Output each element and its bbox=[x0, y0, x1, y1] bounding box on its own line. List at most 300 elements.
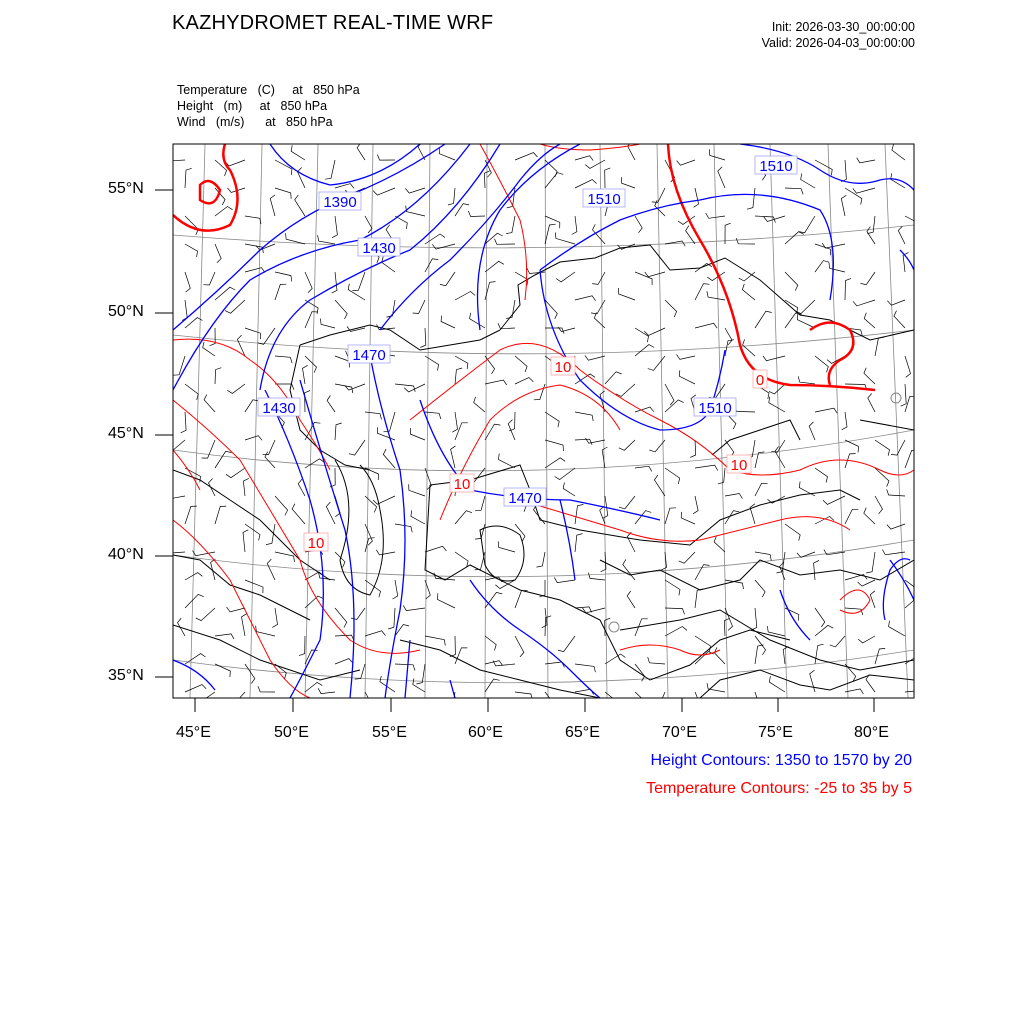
wind-barb bbox=[665, 627, 687, 637]
wind-barb bbox=[345, 384, 365, 390]
wind-barb bbox=[623, 559, 635, 580]
wind-barb bbox=[619, 288, 635, 300]
wind-barb bbox=[185, 272, 190, 292]
wind-barb bbox=[413, 300, 425, 314]
wind-barb bbox=[373, 496, 395, 504]
wind-barb bbox=[275, 272, 292, 282]
wind-barb bbox=[295, 195, 305, 216]
wind-barb bbox=[875, 440, 890, 456]
wind-barb bbox=[858, 636, 875, 643]
wind-barb bbox=[185, 168, 192, 188]
wind-barb bbox=[845, 575, 867, 581]
wind-barb bbox=[583, 608, 606, 613]
wind-barb bbox=[270, 195, 275, 216]
wind-barb bbox=[706, 213, 725, 218]
wind-barb bbox=[875, 496, 883, 514]
wind-barb bbox=[410, 428, 425, 440]
wind-barb bbox=[572, 216, 577, 235]
wind-barb bbox=[185, 244, 198, 257]
wind-barb bbox=[320, 319, 335, 329]
wind-barb bbox=[545, 224, 556, 244]
wind-barb bbox=[648, 356, 665, 370]
wind-barb bbox=[769, 384, 785, 394]
wind-barb bbox=[185, 654, 206, 664]
wind-barb bbox=[227, 607, 245, 612]
wind-barb bbox=[403, 605, 425, 610]
wind-barb bbox=[215, 451, 232, 468]
wind-barb bbox=[335, 635, 354, 641]
wind-barb bbox=[679, 552, 695, 563]
svg-text:1510: 1510 bbox=[698, 400, 732, 417]
wind-barb bbox=[275, 552, 295, 562]
svg-text:1430: 1430 bbox=[262, 400, 296, 417]
wind-barb bbox=[724, 618, 730, 636]
wind-barb bbox=[165, 494, 185, 499]
wind-barb bbox=[870, 591, 875, 608]
wind-barb bbox=[622, 177, 636, 188]
wind-barb bbox=[585, 355, 605, 360]
wind-barb bbox=[605, 372, 622, 384]
height-label bbox=[755, 156, 797, 175]
wind-barb bbox=[845, 509, 858, 524]
wind-barb bbox=[695, 692, 702, 714]
wind-barb bbox=[409, 484, 425, 496]
wind-barb bbox=[425, 546, 446, 552]
temperature-label bbox=[450, 474, 474, 493]
height-label bbox=[504, 488, 546, 507]
wind-barb bbox=[695, 323, 717, 328]
wind-barb bbox=[785, 188, 803, 194]
wind-barb bbox=[763, 356, 785, 361]
svg-text:10: 10 bbox=[453, 476, 471, 493]
map-title: KAZHYDROMET REAL-TIME WRF bbox=[172, 12, 494, 34]
wind-barb bbox=[215, 244, 221, 263]
temperature-label bbox=[551, 357, 575, 376]
wind-barb bbox=[468, 211, 485, 217]
wind-barb bbox=[335, 659, 353, 664]
wind-barb bbox=[635, 328, 649, 342]
wind-barb bbox=[769, 397, 785, 412]
lon-label: 80°E bbox=[854, 724, 889, 741]
wind-barb bbox=[420, 328, 426, 348]
lat-label: 35°N bbox=[108, 667, 144, 684]
wind-barb bbox=[605, 168, 611, 188]
wind-barbs bbox=[165, 142, 925, 715]
wind-barb bbox=[875, 648, 885, 664]
svg-text:10: 10 bbox=[307, 535, 325, 552]
wind-barb bbox=[830, 636, 845, 647]
wind-barb bbox=[388, 608, 395, 629]
wind-barb bbox=[864, 368, 875, 384]
height-contour-labels bbox=[258, 156, 797, 507]
wind-barb bbox=[545, 216, 560, 228]
temperature-label bbox=[753, 370, 767, 389]
wind-barb bbox=[365, 216, 372, 233]
wind-barb bbox=[785, 272, 798, 291]
wind-barb bbox=[291, 145, 305, 160]
wind-barb bbox=[275, 188, 291, 199]
wind-barb bbox=[867, 216, 875, 234]
height-legend: Height Contours: 1350 to 1570 by 20 bbox=[650, 752, 912, 769]
wind-barb bbox=[318, 235, 335, 244]
wind-barb bbox=[545, 160, 557, 177]
temperature-label bbox=[304, 533, 328, 552]
station-marker bbox=[609, 622, 619, 632]
wind-barb bbox=[303, 365, 308, 384]
wind-barb bbox=[425, 356, 439, 371]
wind-barb bbox=[349, 440, 365, 455]
height-label bbox=[258, 398, 300, 417]
wind-barb bbox=[455, 552, 468, 567]
wind-barb bbox=[866, 675, 875, 693]
wind-barb bbox=[485, 636, 496, 650]
wind-barb bbox=[545, 173, 563, 188]
wind-barb bbox=[377, 155, 395, 161]
wind-barb bbox=[185, 384, 198, 400]
wind-barb bbox=[898, 226, 905, 244]
wind-barb bbox=[515, 378, 533, 385]
height-label bbox=[694, 398, 736, 417]
wind-barb bbox=[665, 384, 674, 405]
wind-barb bbox=[866, 552, 875, 573]
wind-barb bbox=[515, 692, 532, 700]
wind-barb bbox=[498, 541, 515, 552]
wind-barb bbox=[305, 391, 311, 413]
wind-barb bbox=[842, 412, 847, 430]
wind-barb bbox=[755, 692, 761, 715]
wind-barb bbox=[694, 188, 699, 207]
wind-barb bbox=[185, 594, 204, 608]
wind-barb bbox=[853, 188, 875, 193]
wind-barb bbox=[887, 489, 905, 496]
wind-barb bbox=[537, 552, 546, 567]
wind-barb bbox=[635, 692, 646, 708]
wind-barb bbox=[586, 438, 606, 443]
wind-barb bbox=[665, 508, 676, 524]
wind-barb bbox=[707, 683, 725, 692]
wind-barb bbox=[845, 188, 862, 205]
wind-barb bbox=[351, 608, 365, 620]
wind-barb bbox=[575, 296, 596, 301]
svg-text:1430: 1430 bbox=[362, 240, 396, 257]
wind-barb bbox=[785, 608, 799, 621]
wind-barb bbox=[677, 354, 696, 359]
wind-barb bbox=[425, 234, 445, 244]
wind-barb bbox=[515, 356, 527, 372]
wind-barb bbox=[432, 244, 455, 249]
wind-barb bbox=[243, 530, 248, 552]
wind-barb bbox=[707, 291, 725, 300]
lon-label: 45°E bbox=[176, 724, 211, 741]
wind-barb bbox=[815, 408, 837, 413]
wind-barb bbox=[619, 440, 635, 450]
temperature-contours bbox=[173, 144, 914, 698]
wind-barb bbox=[648, 657, 665, 664]
wind-barb bbox=[515, 591, 528, 609]
wind-barb bbox=[588, 573, 605, 580]
wind-barb bbox=[335, 384, 353, 393]
wind-barb bbox=[594, 313, 605, 329]
wind-barb bbox=[327, 396, 335, 413]
wind-barb bbox=[203, 272, 215, 285]
wind-barb bbox=[558, 636, 575, 652]
wind-barb bbox=[665, 468, 680, 484]
wind-barb bbox=[815, 244, 831, 255]
wind-barb bbox=[814, 561, 819, 581]
wind-barb bbox=[193, 551, 216, 556]
wind-barb bbox=[365, 524, 372, 545]
wind-barb bbox=[785, 524, 800, 541]
wind-barb bbox=[332, 272, 337, 293]
wind-barb bbox=[801, 174, 815, 189]
wind-barb bbox=[755, 311, 772, 328]
wind-barb bbox=[215, 506, 226, 524]
wind-barb bbox=[905, 356, 911, 377]
wind-barb bbox=[275, 356, 292, 363]
wind-barb bbox=[742, 284, 755, 300]
temperature-contour-labels bbox=[304, 357, 767, 552]
wind-barb bbox=[305, 312, 318, 328]
wind-barb bbox=[515, 153, 538, 160]
wind-barb bbox=[393, 580, 398, 599]
wind-barb bbox=[181, 412, 186, 433]
wind-barb bbox=[556, 272, 575, 282]
wind-barb bbox=[815, 608, 825, 627]
wind-barb bbox=[298, 168, 306, 189]
lat-label: 50°N bbox=[108, 303, 144, 320]
wind-barb bbox=[796, 300, 816, 314]
svg-text:1510: 1510 bbox=[587, 191, 621, 208]
wind-barb bbox=[575, 504, 583, 524]
wind-barb bbox=[600, 506, 605, 524]
wind-barb bbox=[575, 439, 592, 445]
wind-barb bbox=[695, 589, 703, 608]
wind-barb bbox=[665, 400, 684, 412]
wind-barb bbox=[455, 648, 467, 664]
lat-label: 55°N bbox=[108, 180, 144, 197]
wind-barb bbox=[627, 591, 635, 608]
wind-barb bbox=[204, 395, 215, 413]
wind-barb bbox=[861, 272, 876, 285]
wind-barb bbox=[665, 608, 685, 614]
wind-barb bbox=[815, 625, 833, 636]
wind-barb bbox=[645, 272, 665, 277]
wind-barb bbox=[448, 188, 455, 205]
wind-barb bbox=[725, 494, 742, 499]
wind-barb bbox=[755, 580, 765, 597]
borders bbox=[173, 245, 914, 698]
wind-barb bbox=[196, 608, 215, 621]
wind-barb bbox=[891, 173, 905, 188]
wind-barb bbox=[554, 577, 575, 582]
wind-barb bbox=[299, 636, 305, 656]
wind-barb bbox=[215, 207, 233, 217]
svg-text:1390: 1390 bbox=[323, 194, 357, 211]
wind-barb bbox=[348, 284, 365, 300]
wind-barb bbox=[425, 259, 438, 272]
wind-barb bbox=[829, 263, 845, 273]
wind-barb bbox=[616, 384, 635, 397]
lon-label: 75°E bbox=[758, 724, 793, 741]
wind-barb bbox=[887, 524, 905, 529]
wind-barb bbox=[275, 284, 286, 300]
wind-barb bbox=[292, 504, 305, 524]
wind-barb bbox=[387, 300, 396, 317]
wind-barb bbox=[196, 692, 215, 702]
init-time: Init: 2026-03-30_00:00:00 bbox=[771, 20, 915, 34]
wind-barb bbox=[690, 440, 696, 457]
wind-barb bbox=[592, 272, 605, 284]
wind-barb bbox=[485, 380, 507, 385]
wind-barb bbox=[681, 512, 695, 524]
wind-barb bbox=[755, 552, 771, 560]
wind-barb bbox=[275, 496, 288, 515]
height-contours bbox=[173, 144, 914, 698]
temperature-legend: Temperature Contours: -25 to 35 by 5 bbox=[646, 780, 912, 797]
wind-barb bbox=[335, 423, 342, 440]
wind-barb bbox=[751, 608, 756, 630]
wind-barb bbox=[305, 272, 312, 293]
wind-barb bbox=[365, 692, 374, 713]
wind-barb bbox=[455, 292, 475, 301]
wind-barb bbox=[475, 496, 485, 511]
wind-barb bbox=[439, 148, 455, 160]
wind-barb bbox=[575, 156, 593, 161]
wind-barb bbox=[225, 300, 245, 313]
wind-barb bbox=[506, 300, 515, 319]
wind-barb bbox=[799, 216, 815, 233]
map-frame bbox=[173, 144, 914, 698]
wind-barb bbox=[901, 384, 907, 406]
wind-barb bbox=[853, 300, 875, 306]
wind-barb bbox=[395, 664, 415, 671]
wind-barb bbox=[635, 272, 652, 285]
height-label bbox=[348, 345, 390, 364]
wind-barb bbox=[275, 664, 286, 679]
wind-barb bbox=[709, 149, 725, 160]
wind-barb bbox=[809, 422, 815, 440]
wind-barb bbox=[693, 496, 698, 514]
wind-barb bbox=[725, 340, 734, 356]
wind-barb bbox=[272, 608, 277, 627]
wind-barb bbox=[695, 465, 718, 470]
wind-barb bbox=[485, 424, 500, 440]
wind-barb bbox=[841, 195, 846, 216]
wind-barb bbox=[679, 370, 695, 384]
wind-barb bbox=[665, 300, 677, 317]
lat-label: 45°N bbox=[108, 425, 144, 442]
wind-barb bbox=[373, 188, 395, 195]
lon-label: 65°E bbox=[565, 724, 600, 741]
wind-barb bbox=[857, 158, 875, 163]
wind-barb bbox=[365, 538, 375, 552]
wind-barb bbox=[718, 468, 725, 484]
wind-barb bbox=[227, 384, 245, 393]
wind-barb bbox=[823, 496, 845, 504]
wind-barb bbox=[440, 272, 455, 286]
wind-barb bbox=[455, 356, 468, 369]
wind-barb bbox=[575, 412, 593, 421]
wind-barb bbox=[539, 580, 545, 597]
wind-barb bbox=[563, 483, 575, 497]
svg-text:10: 10 bbox=[730, 457, 748, 474]
wind-barb bbox=[210, 328, 216, 346]
wind-barb bbox=[575, 664, 595, 672]
wind-barb bbox=[798, 376, 815, 384]
wind-barb bbox=[677, 160, 695, 165]
field-wind: Wind (m/s) at 850 hPa bbox=[177, 115, 333, 129]
wind-barb bbox=[619, 496, 635, 509]
wind-barb bbox=[892, 144, 905, 160]
wind-barb bbox=[215, 287, 235, 300]
wind-barb bbox=[332, 216, 337, 238]
wind-barb bbox=[242, 614, 247, 636]
wind-barb bbox=[225, 160, 245, 166]
wind-barb bbox=[335, 608, 347, 628]
wind-barb bbox=[226, 468, 245, 478]
wind-barb bbox=[815, 468, 828, 483]
wind-barb bbox=[168, 440, 185, 450]
wind-barb bbox=[357, 143, 365, 160]
wind-barb bbox=[185, 685, 206, 693]
wind-barb bbox=[575, 534, 583, 552]
svg-text:1510: 1510 bbox=[759, 158, 793, 175]
wind-barb bbox=[485, 592, 502, 608]
wind-barb bbox=[245, 216, 261, 224]
lon-label: 50°E bbox=[274, 724, 309, 741]
wind-barb bbox=[395, 524, 412, 532]
wind-barb bbox=[868, 394, 875, 413]
wind-barb bbox=[558, 327, 575, 332]
wind-barb bbox=[470, 313, 485, 328]
wind-barb bbox=[441, 316, 455, 328]
wind-barb bbox=[785, 232, 804, 244]
wind-barb bbox=[534, 384, 545, 400]
wind-barb bbox=[747, 188, 755, 209]
wind-barb bbox=[743, 339, 755, 356]
wind-barb bbox=[265, 452, 275, 468]
wind-barb bbox=[864, 508, 875, 524]
wind-barb bbox=[405, 188, 425, 193]
wind-barb bbox=[275, 160, 292, 175]
wind-barb bbox=[635, 345, 654, 356]
wind-barb bbox=[355, 664, 365, 679]
wind-barb bbox=[335, 300, 347, 319]
wind-barb bbox=[383, 449, 395, 468]
wind-barb bbox=[335, 356, 350, 367]
wind-barb bbox=[452, 412, 457, 432]
wind-barb bbox=[406, 206, 425, 216]
wind-barb bbox=[644, 328, 665, 335]
wind-barb bbox=[437, 593, 455, 608]
lon-label: 60°E bbox=[468, 724, 503, 741]
wind-barb bbox=[905, 450, 918, 468]
wind-barb bbox=[411, 510, 425, 524]
wind-barb bbox=[718, 167, 725, 188]
field-temperature: Temperature (C) at 850 hPa bbox=[177, 83, 360, 97]
wind-barb bbox=[739, 272, 755, 281]
wind-barb bbox=[585, 160, 605, 168]
wind-barb bbox=[377, 427, 395, 440]
svg-text:1470: 1470 bbox=[508, 490, 542, 507]
wind-barb bbox=[215, 368, 221, 384]
wind-barb bbox=[903, 252, 908, 272]
wind-barb bbox=[245, 436, 262, 441]
wind-barb bbox=[864, 313, 875, 328]
svg-text:1470: 1470 bbox=[352, 347, 386, 364]
height-label bbox=[358, 238, 400, 257]
valid-time: Valid: 2026-04-03_00:00:00 bbox=[761, 36, 915, 50]
